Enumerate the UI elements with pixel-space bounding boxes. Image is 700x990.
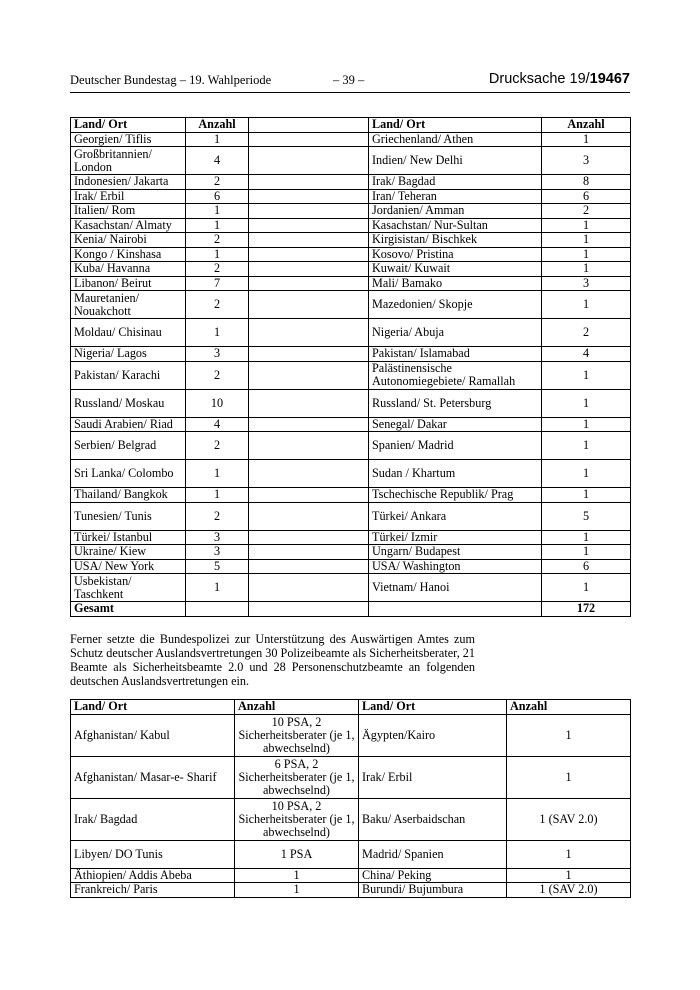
empty-cell (249, 432, 369, 460)
anzahl-cell: 6 PSA, 2 Sicherheitsberater (je 1, abwechselnd) (235, 756, 359, 798)
table2-body (71, 714, 631, 897)
land-ort-cell: Kongo / Kinshasa (71, 247, 186, 262)
land-ort-cell: Türkei/ Istanbul (71, 530, 186, 545)
land-ort-cell: Sudan / Khartum (369, 460, 542, 488)
land-ort-cell: Äthiopien/ Addis Abeba (71, 868, 235, 883)
land-ort-cell: Nigeria/ Lagos (71, 347, 186, 362)
land-ort-cell: Kuwait/ Kuwait (369, 262, 542, 277)
col-header-land-right: Land/ Ort (369, 118, 542, 133)
anzahl-cell: 1 (186, 247, 249, 262)
anzahl-cell: 6 (542, 559, 631, 574)
table-row (71, 756, 631, 798)
anzahl-cell: 3 (186, 347, 249, 362)
land-ort-cell: Moldau/ Chisinau (71, 319, 186, 347)
table-row (71, 262, 631, 277)
table-row (71, 460, 631, 488)
empty-cell (249, 233, 369, 248)
land-ort-cell: Frankreich/ Paris (71, 883, 235, 898)
table-row (71, 389, 631, 417)
anzahl-cell: 1 (SAV 2.0) (507, 883, 631, 898)
anzahl-cell: 10 PSA, 2 Sicherheitsberater (je 1, abwechselnd) (235, 714, 359, 756)
anzahl-cell: 2 (542, 204, 631, 219)
empty-cell (249, 247, 369, 262)
anzahl-cell: 2 (186, 175, 249, 190)
land-ort-cell: Mali/ Bamako (369, 276, 542, 291)
land-ort-cell: Großbritannien/ London (71, 147, 186, 175)
anzahl-cell: 1 (186, 319, 249, 347)
empty-cell (249, 559, 369, 574)
land-ort-cell: Türkei/ Izmir (369, 530, 542, 545)
anzahl-cell: 1 (235, 883, 359, 898)
land-ort-cell: Irak/ Bagdad (71, 798, 235, 840)
table-row (71, 319, 631, 347)
anzahl-cell: 3 (542, 276, 631, 291)
empty-cell (249, 276, 369, 291)
anzahl-cell: 5 (186, 559, 249, 574)
table-row (71, 204, 631, 219)
land-ort-cell: Madrid/ Spanien (359, 840, 507, 868)
empty-cell (186, 602, 249, 617)
empty-cell (249, 291, 369, 319)
land-ort-cell: Tunesien/ Tunis (71, 502, 186, 530)
anzahl-cell: 1 (186, 218, 249, 233)
table-row (71, 247, 631, 262)
empty-cell (249, 574, 369, 602)
land-ort-cell: Nigeria/ Abuja (369, 319, 542, 347)
land-ort-cell: Kasachstan/ Almaty (71, 218, 186, 233)
land-ort-cell: Tschechische Republik/ Prag (369, 488, 542, 503)
anzahl-cell: 1 (542, 247, 631, 262)
table-row (71, 347, 631, 362)
empty-cell (249, 319, 369, 347)
table-row (71, 883, 631, 898)
anzahl-cell: 1 (186, 460, 249, 488)
anzahl-cell: 2 (186, 233, 249, 248)
land-ort-cell: Mauretanien/ Nouakchott (71, 291, 186, 319)
header-publication: Deutscher Bundestag – 19. Wahlperiode (70, 73, 272, 87)
table-row (71, 218, 631, 233)
empty-cell (249, 132, 369, 147)
empty-cell (249, 147, 369, 175)
land-ort-cell: Jordanien/ Amman (369, 204, 542, 219)
land-ort-cell: Kuba/ Havanna (71, 262, 186, 277)
table-row (71, 488, 631, 503)
anzahl-cell: 1 (542, 574, 631, 602)
anzahl-cell: 1 (542, 389, 631, 417)
empty-cell (369, 602, 542, 617)
t2-header-land-left: Land/ Ort (71, 700, 235, 715)
body-paragraph: Ferner setzte die Bundespolizei zur Unterstützung des Auswärtigen Amtes zum Schutz deutscher Auslandsvertretungen 30 Polizeibeamte als Sicherheitsberater, 21 Beamte als Sicherheitsbeamte 2.0 und 28 Personenschutzbeamte an folgenden deutschen Auslandsvertretungen ein. (70, 632, 475, 688)
empty-cell (249, 389, 369, 417)
table-row (71, 574, 631, 602)
empty-cell (249, 347, 369, 362)
land-ort-cell: Indien/ New Delhi (369, 147, 542, 175)
anzahl-cell: 1 (542, 460, 631, 488)
anzahl-cell: 1 (542, 530, 631, 545)
land-ort-cell: Ungarn/ Budapest (369, 545, 542, 560)
empty-cell (249, 417, 369, 432)
total-row (71, 602, 631, 617)
table-row (71, 502, 631, 530)
table-row (71, 276, 631, 291)
anzahl-cell: 4 (542, 347, 631, 362)
table-row (71, 417, 631, 432)
anzahl-cell: 1 (507, 840, 631, 868)
anzahl-cell: 1 (542, 132, 631, 147)
land-ort-cell: Kosovo/ Pristina (369, 247, 542, 262)
table-row (71, 147, 631, 175)
page-header (70, 73, 630, 91)
empty-cell (249, 361, 369, 389)
land-ort-cell: Burundi/ Bujumbura (359, 883, 507, 898)
anzahl-cell: 2 (186, 262, 249, 277)
anzahl-cell: 1 (542, 432, 631, 460)
anzahl-cell: 3 (186, 545, 249, 560)
anzahl-cell: 1 (542, 361, 631, 389)
anzahl-cell: 1 (542, 417, 631, 432)
land-ort-cell: Griechenland/ Athen (369, 132, 542, 147)
table-row (71, 233, 631, 248)
total-value: 172 (542, 602, 631, 617)
empty-cell (249, 545, 369, 560)
land-ort-cell: USA/ Washington (369, 559, 542, 574)
anzahl-cell: 1 (507, 868, 631, 883)
anzahl-cell: 6 (542, 189, 631, 204)
land-ort-cell: Libyen/ DO Tunis (71, 840, 235, 868)
land-ort-cell: Kasachstan/ Nur-Sultan (369, 218, 542, 233)
empty-cell (249, 488, 369, 503)
anzahl-cell: 1 (542, 291, 631, 319)
land-ort-cell: Pakistan/ Islamabad (369, 347, 542, 362)
land-ort-cell: Senegal/ Dakar (369, 417, 542, 432)
land-ort-cell: Italien/ Rom (71, 204, 186, 219)
header-rule (70, 92, 630, 93)
land-ort-cell: Mazedonien/ Skopje (369, 291, 542, 319)
land-ort-cell: Irak/ Erbil (359, 756, 507, 798)
anzahl-cell: 1 (507, 756, 631, 798)
land-ort-cell: USA/ New York (71, 559, 186, 574)
table1-body (71, 132, 631, 616)
anzahl-cell: 4 (186, 147, 249, 175)
doc-label: Drucksache 19/ (488, 71, 590, 87)
empty-cell (249, 262, 369, 277)
t2-header-anzahl-left: Anzahl (235, 700, 359, 715)
anzahl-cell: 1 (SAV 2.0) (507, 798, 631, 840)
table-row (71, 291, 631, 319)
anzahl-cell: 1 (186, 204, 249, 219)
land-ort-cell: Kenia/ Nairobi (71, 233, 186, 248)
land-ort-cell: Palästinensische Autonomiegebiete/ Ramallah (369, 361, 542, 389)
anzahl-cell: 10 PSA, 2 Sicherheitsberater (je 1, abwechselnd) (235, 798, 359, 840)
col-header-anzahl-left: Anzahl (186, 118, 249, 133)
anzahl-cell: 2 (186, 361, 249, 389)
anzahl-cell: 3 (186, 530, 249, 545)
t2-header-anzahl-right: Anzahl (507, 700, 631, 715)
anzahl-cell: 1 (542, 233, 631, 248)
land-ort-cell: Pakistan/ Karachi (71, 361, 186, 389)
land-ort-cell: Sri Lanka/ Colombo (71, 460, 186, 488)
table-row (71, 175, 631, 190)
col-header-anzahl-right: Anzahl (542, 118, 631, 133)
anzahl-cell: 1 (542, 262, 631, 277)
land-ort-cell: Kirgisistan/ Bischkek (369, 233, 542, 248)
land-ort-cell: Georgien/ Tiflis (71, 132, 186, 147)
table-row (71, 132, 631, 147)
anzahl-cell: 1 (235, 868, 359, 883)
land-ort-cell: Russland/ Moskau (71, 389, 186, 417)
anzahl-cell: 1 (542, 545, 631, 560)
anzahl-cell: 6 (186, 189, 249, 204)
anzahl-cell: 5 (542, 502, 631, 530)
anzahl-cell: 2 (542, 319, 631, 347)
table-row (71, 189, 631, 204)
anzahl-cell: 2 (186, 432, 249, 460)
anzahl-cell: 1 (186, 132, 249, 147)
table-row (71, 530, 631, 545)
empty-cell (249, 189, 369, 204)
page-number: – 39 – (333, 73, 365, 87)
land-ort-cell: Irak/ Bagdad (369, 175, 542, 190)
empty-cell (249, 460, 369, 488)
land-ort-cell: Iran/ Teheran (369, 189, 542, 204)
anzahl-cell: 1 (542, 218, 631, 233)
table-row (71, 868, 631, 883)
anzahl-cell: 3 (542, 147, 631, 175)
document-number (489, 71, 630, 87)
land-ort-cell: Ägypten/Kairo (359, 714, 507, 756)
land-ort-cell: Russland/ St. Petersburg (369, 389, 542, 417)
land-ort-cell: Afghanistan/ Masar-e- Sharif (71, 756, 235, 798)
land-ort-cell: Irak/ Erbil (71, 189, 186, 204)
table-row (71, 714, 631, 756)
empty-cell (249, 175, 369, 190)
table-row (71, 559, 631, 574)
table-row (71, 545, 631, 560)
total-label: Gesamt (71, 602, 186, 617)
land-ort-cell: Usbekistan/ Taschkent (71, 574, 186, 602)
empty-cell (249, 218, 369, 233)
anzahl-cell: 10 (186, 389, 249, 417)
land-ort-cell: Thailand/ Bangkok (71, 488, 186, 503)
col-header-empty (249, 118, 369, 133)
land-ort-cell: Indonesien/ Jakarta (71, 175, 186, 190)
col-header-land-left: Land/ Ort (71, 118, 186, 133)
anzahl-cell: 8 (542, 175, 631, 190)
land-ort-cell: China/ Peking (359, 868, 507, 883)
anzahl-cell: 1 (186, 574, 249, 602)
deployment-table-2 (70, 699, 631, 898)
land-ort-cell: Spanien/ Madrid (369, 432, 542, 460)
table-row (71, 361, 631, 389)
empty-cell (249, 530, 369, 545)
anzahl-cell: 7 (186, 276, 249, 291)
land-ort-cell: Saudi Arabien/ Riad (71, 417, 186, 432)
table-row (71, 840, 631, 868)
anzahl-cell: 1 (507, 714, 631, 756)
empty-cell (249, 602, 369, 617)
land-ort-cell: Baku/ Aserbaidschan (359, 798, 507, 840)
land-ort-cell: Türkei/ Ankara (369, 502, 542, 530)
table-row (71, 432, 631, 460)
empty-cell (249, 204, 369, 219)
deployment-table-1 (70, 117, 631, 617)
land-ort-cell: Ukraine/ Kiew (71, 545, 186, 560)
anzahl-cell: 2 (186, 291, 249, 319)
anzahl-cell: 1 (186, 488, 249, 503)
doc-number: 19467 (589, 71, 630, 87)
empty-cell (249, 502, 369, 530)
table-row (71, 798, 631, 840)
land-ort-cell: Serbien/ Belgrad (71, 432, 186, 460)
land-ort-cell: Vietnam/ Hanoi (369, 574, 542, 602)
land-ort-cell: Afghanistan/ Kabul (71, 714, 235, 756)
t2-header-land-right: Land/ Ort (359, 700, 507, 715)
anzahl-cell: 1 (542, 488, 631, 503)
anzahl-cell: 2 (186, 502, 249, 530)
anzahl-cell: 1 PSA (235, 840, 359, 868)
land-ort-cell: Libanon/ Beirut (71, 276, 186, 291)
anzahl-cell: 4 (186, 417, 249, 432)
